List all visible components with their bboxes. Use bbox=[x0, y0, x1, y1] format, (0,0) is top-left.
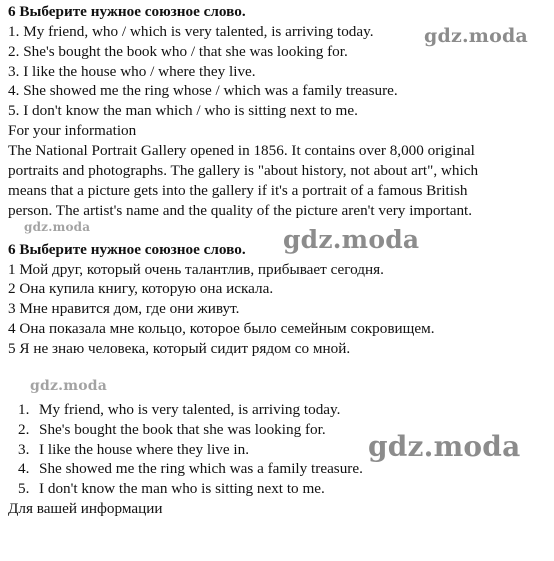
answer-number: 5. bbox=[18, 480, 30, 497]
info-line-1: The National Portrait Gallery opened in 1856. It contains over 8,000 original bbox=[8, 142, 475, 159]
answer-item bbox=[18, 479, 325, 499]
task-title-ru: 6 Выберите нужное союзное слово. bbox=[8, 241, 246, 258]
answers-footer: Для вашей информации bbox=[8, 500, 163, 517]
answer-text: My friend, who is very talented, is arriving today. bbox=[39, 401, 341, 418]
answer-number: 1. bbox=[18, 401, 30, 418]
task-item-en-5: 5. I don't know the man which / who is sitting next to me. bbox=[8, 102, 358, 119]
answer-item bbox=[18, 440, 249, 460]
info-line-2: portraits and photographs. The gallery is "about history, not about art", which bbox=[8, 162, 479, 179]
task-item-ru-5: 5 Я не знаю человека, который сидит рядом со мной. bbox=[8, 340, 351, 357]
answer-text: I don't know the man who is sitting next to me. bbox=[39, 480, 325, 497]
watermark: gdz.moda bbox=[30, 378, 108, 394]
answer-text: She's bought the book that she was looking for. bbox=[39, 421, 326, 438]
task-item-en-4: 4. She showed me the ring whose / which was a family treasure. bbox=[8, 82, 398, 99]
task-item-en-1: 1. My friend, who / which is very talented, is arriving today. bbox=[8, 23, 374, 40]
answer-number: 2. bbox=[18, 421, 30, 438]
watermark: gdz.moda bbox=[24, 220, 91, 234]
answer-item bbox=[18, 400, 340, 420]
watermark: gdz.moda bbox=[283, 225, 420, 254]
task-item-ru-4: 4 Она показала мне кольцо, которое было семейным сокровищем. bbox=[8, 320, 435, 337]
answer-item bbox=[18, 420, 326, 440]
answer-item bbox=[18, 459, 363, 479]
answer-number: 3. bbox=[18, 441, 30, 458]
info-line-4: person. The artist's name and the quality of the picture aren't very important. bbox=[8, 202, 473, 219]
answer-number: 4. bbox=[18, 460, 30, 477]
info-line-3: means that a picture gets into the gallery if it's a portrait of a famous British bbox=[8, 182, 468, 199]
task-item-ru-3: 3 Мне нравится дом, где они живут. bbox=[8, 300, 240, 317]
task-item-en-3: 3. I like the house who / where they live. bbox=[8, 63, 256, 80]
info-heading: For your information bbox=[8, 122, 137, 139]
task-item-ru-1: 1 Мой друг, который очень талантлив, прибывает сегодня. bbox=[8, 261, 384, 278]
task-item-en-2: 2. She's bought the book who / that she was looking for. bbox=[8, 43, 348, 60]
answer-text: She showed me the ring which was a family treasure. bbox=[39, 460, 363, 477]
answer-text: I like the house where they live in. bbox=[39, 441, 250, 458]
watermark: gdz.moda bbox=[368, 430, 521, 463]
task-title-en: 6 Выберите нужное союзное слово. bbox=[8, 3, 246, 20]
task-item-ru-2: 2 Она купила книгу, которую она искала. bbox=[8, 280, 274, 297]
watermark: gdz.moda bbox=[424, 25, 528, 47]
